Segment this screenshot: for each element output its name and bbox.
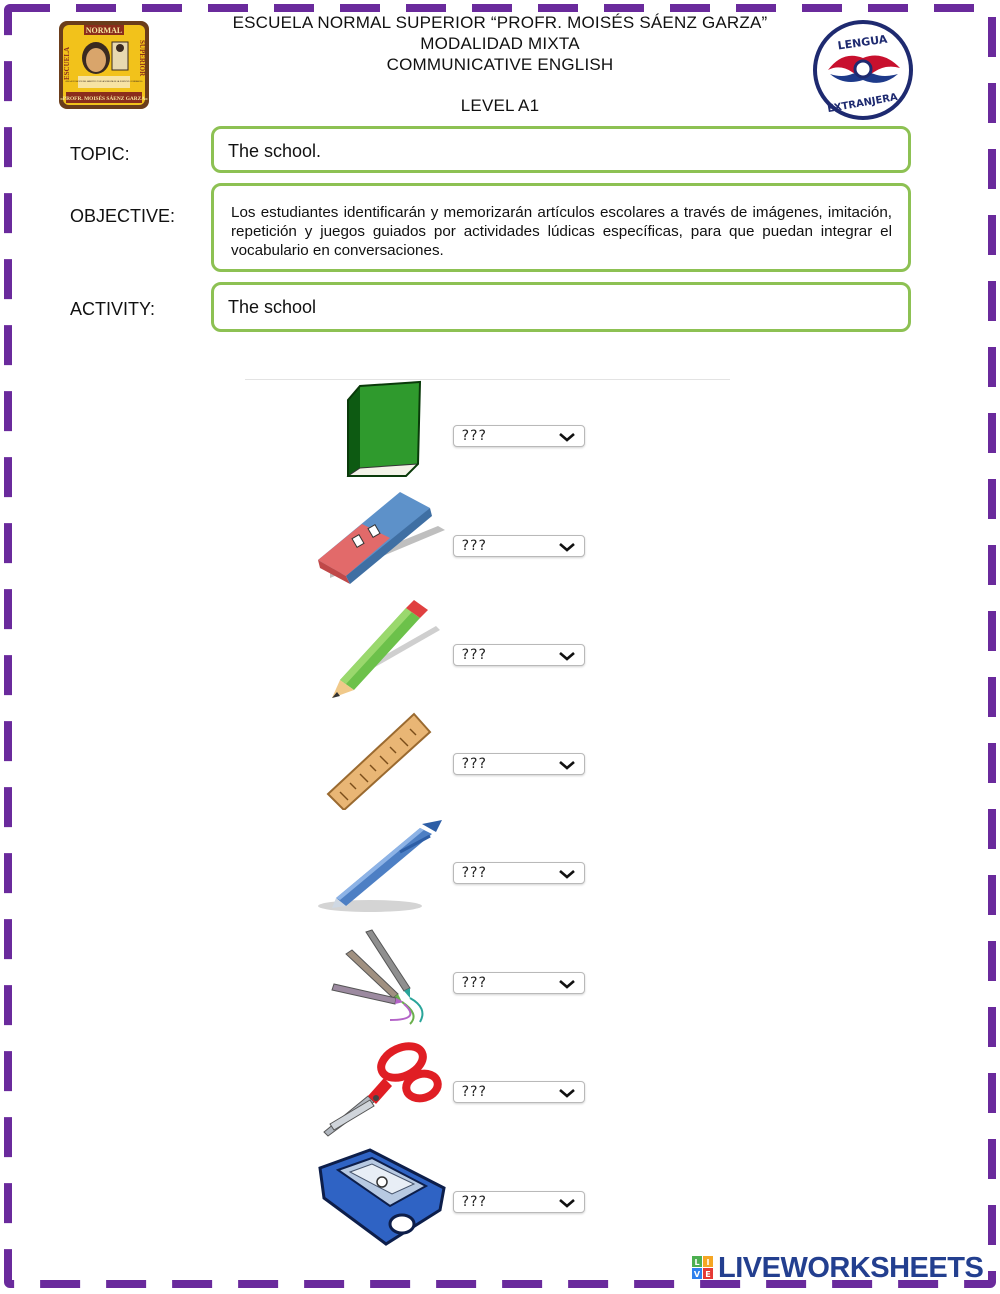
- item-row-eraser: [310, 490, 610, 590]
- logo-right-bottom-text: EXTRANJERA: [826, 91, 899, 116]
- answer-select-5-value: ???: [461, 865, 487, 881]
- chevron-down-icon: [558, 1197, 576, 1209]
- answer-select-6[interactable]: [453, 972, 585, 994]
- liveworksheets-brand: [692, 1252, 992, 1286]
- activity-label: ACTIVITY:: [70, 299, 156, 319]
- logo-right-side-text: SUPERIOR: [138, 40, 146, 77]
- item-row-sharpener: [310, 1148, 610, 1248]
- chevron-down-icon: [558, 1087, 576, 1099]
- logo-left-bottom-text: «PROFR. MOISÉS SÁENZ GARZA»: [60, 96, 148, 102]
- ruler-icon: [310, 710, 450, 810]
- logo-left-motto: «EN LA VOCACIÓN DEL MAESTRO Y EN LA NOBLEZA DE LA JUVENTUD CONFIAMOS»: [65, 81, 143, 83]
- objective-box: [211, 183, 911, 272]
- activity-box: [211, 282, 911, 332]
- chevron-down-icon: [558, 759, 576, 771]
- answer-select-4-value: ???: [461, 756, 487, 772]
- item-row-scissors: [310, 1040, 610, 1140]
- chevron-down-icon: [558, 541, 576, 553]
- item-row-pencil: [310, 600, 610, 700]
- modality: MODALIDAD MIXTA: [420, 34, 580, 53]
- answer-select-3[interactable]: [453, 644, 585, 666]
- topic-box: [211, 126, 911, 173]
- topic-value: The school.: [228, 141, 322, 161]
- objective-label: OBJECTIVE:: [70, 206, 176, 226]
- answer-select-5[interactable]: [453, 862, 585, 884]
- item-row-pen: [310, 818, 610, 918]
- answer-select-8[interactable]: [453, 1191, 585, 1213]
- item-row-colored-pencils: [310, 928, 610, 1028]
- answer-select-7[interactable]: [453, 1081, 585, 1103]
- school-logo: [58, 20, 150, 110]
- answer-select-6-value: ???: [461, 975, 487, 991]
- objective-value: Los estudiantes identificarán y memorizarán artículos escolares a través de imágenes, imitación, repetición y juegos guiados por actividades lúdicas específicas, para que puedan integrar el vocabulario en conversaciones.: [231, 204, 892, 259]
- item-row-book: [310, 380, 610, 480]
- logo-left-top-text: NORMAL: [85, 26, 123, 35]
- tile-letter-i: I: [706, 1258, 710, 1267]
- answer-select-4[interactable]: [453, 753, 585, 775]
- liveworksheets-logo-tiles: [692, 1256, 714, 1280]
- lengua-extranjera-logo: [808, 20, 918, 120]
- answer-select-1-value: ???: [461, 428, 487, 444]
- course-name: COMMUNICATIVE ENGLISH: [386, 55, 614, 74]
- chevron-down-icon: [558, 650, 576, 662]
- answer-select-7-value: ???: [461, 1084, 487, 1100]
- answer-select-2[interactable]: [453, 535, 585, 557]
- sharpener-icon: [310, 1148, 450, 1248]
- chevron-down-icon: [558, 431, 576, 443]
- book-icon: [310, 380, 450, 480]
- answer-select-8-value: ???: [461, 1194, 487, 1210]
- scissors-icon: [310, 1040, 450, 1140]
- activity-value: The school: [228, 297, 317, 317]
- liveworksheets-wordmark: LIVEWORKSHEETS: [718, 1252, 984, 1284]
- logo-right-top-text: LENGUA: [836, 32, 889, 53]
- chevron-down-icon: [558, 978, 576, 990]
- topic-label: TOPIC:: [70, 144, 130, 164]
- tile-letter-v: V: [693, 1270, 701, 1279]
- pencil-icon: [310, 600, 450, 700]
- answer-select-1[interactable]: [453, 425, 585, 447]
- answer-select-2-value: ???: [461, 538, 487, 554]
- pen-icon: [310, 818, 450, 918]
- tile-letter-e: E: [705, 1270, 711, 1279]
- eraser-icon: [310, 490, 450, 590]
- chevron-down-icon: [558, 868, 576, 880]
- item-row-ruler: [310, 710, 610, 810]
- level: LEVEL A1: [460, 96, 540, 115]
- colored-pencils-icon: [310, 928, 450, 1028]
- logo-left-side-text: ESCUELA: [63, 46, 71, 80]
- school-name: ESCUELA NORMAL SUPERIOR “PROFR. MOISÉS SÁENZ GARZA”: [232, 13, 768, 32]
- answer-select-3-value: ???: [461, 647, 487, 663]
- tile-letter-l: L: [694, 1258, 700, 1267]
